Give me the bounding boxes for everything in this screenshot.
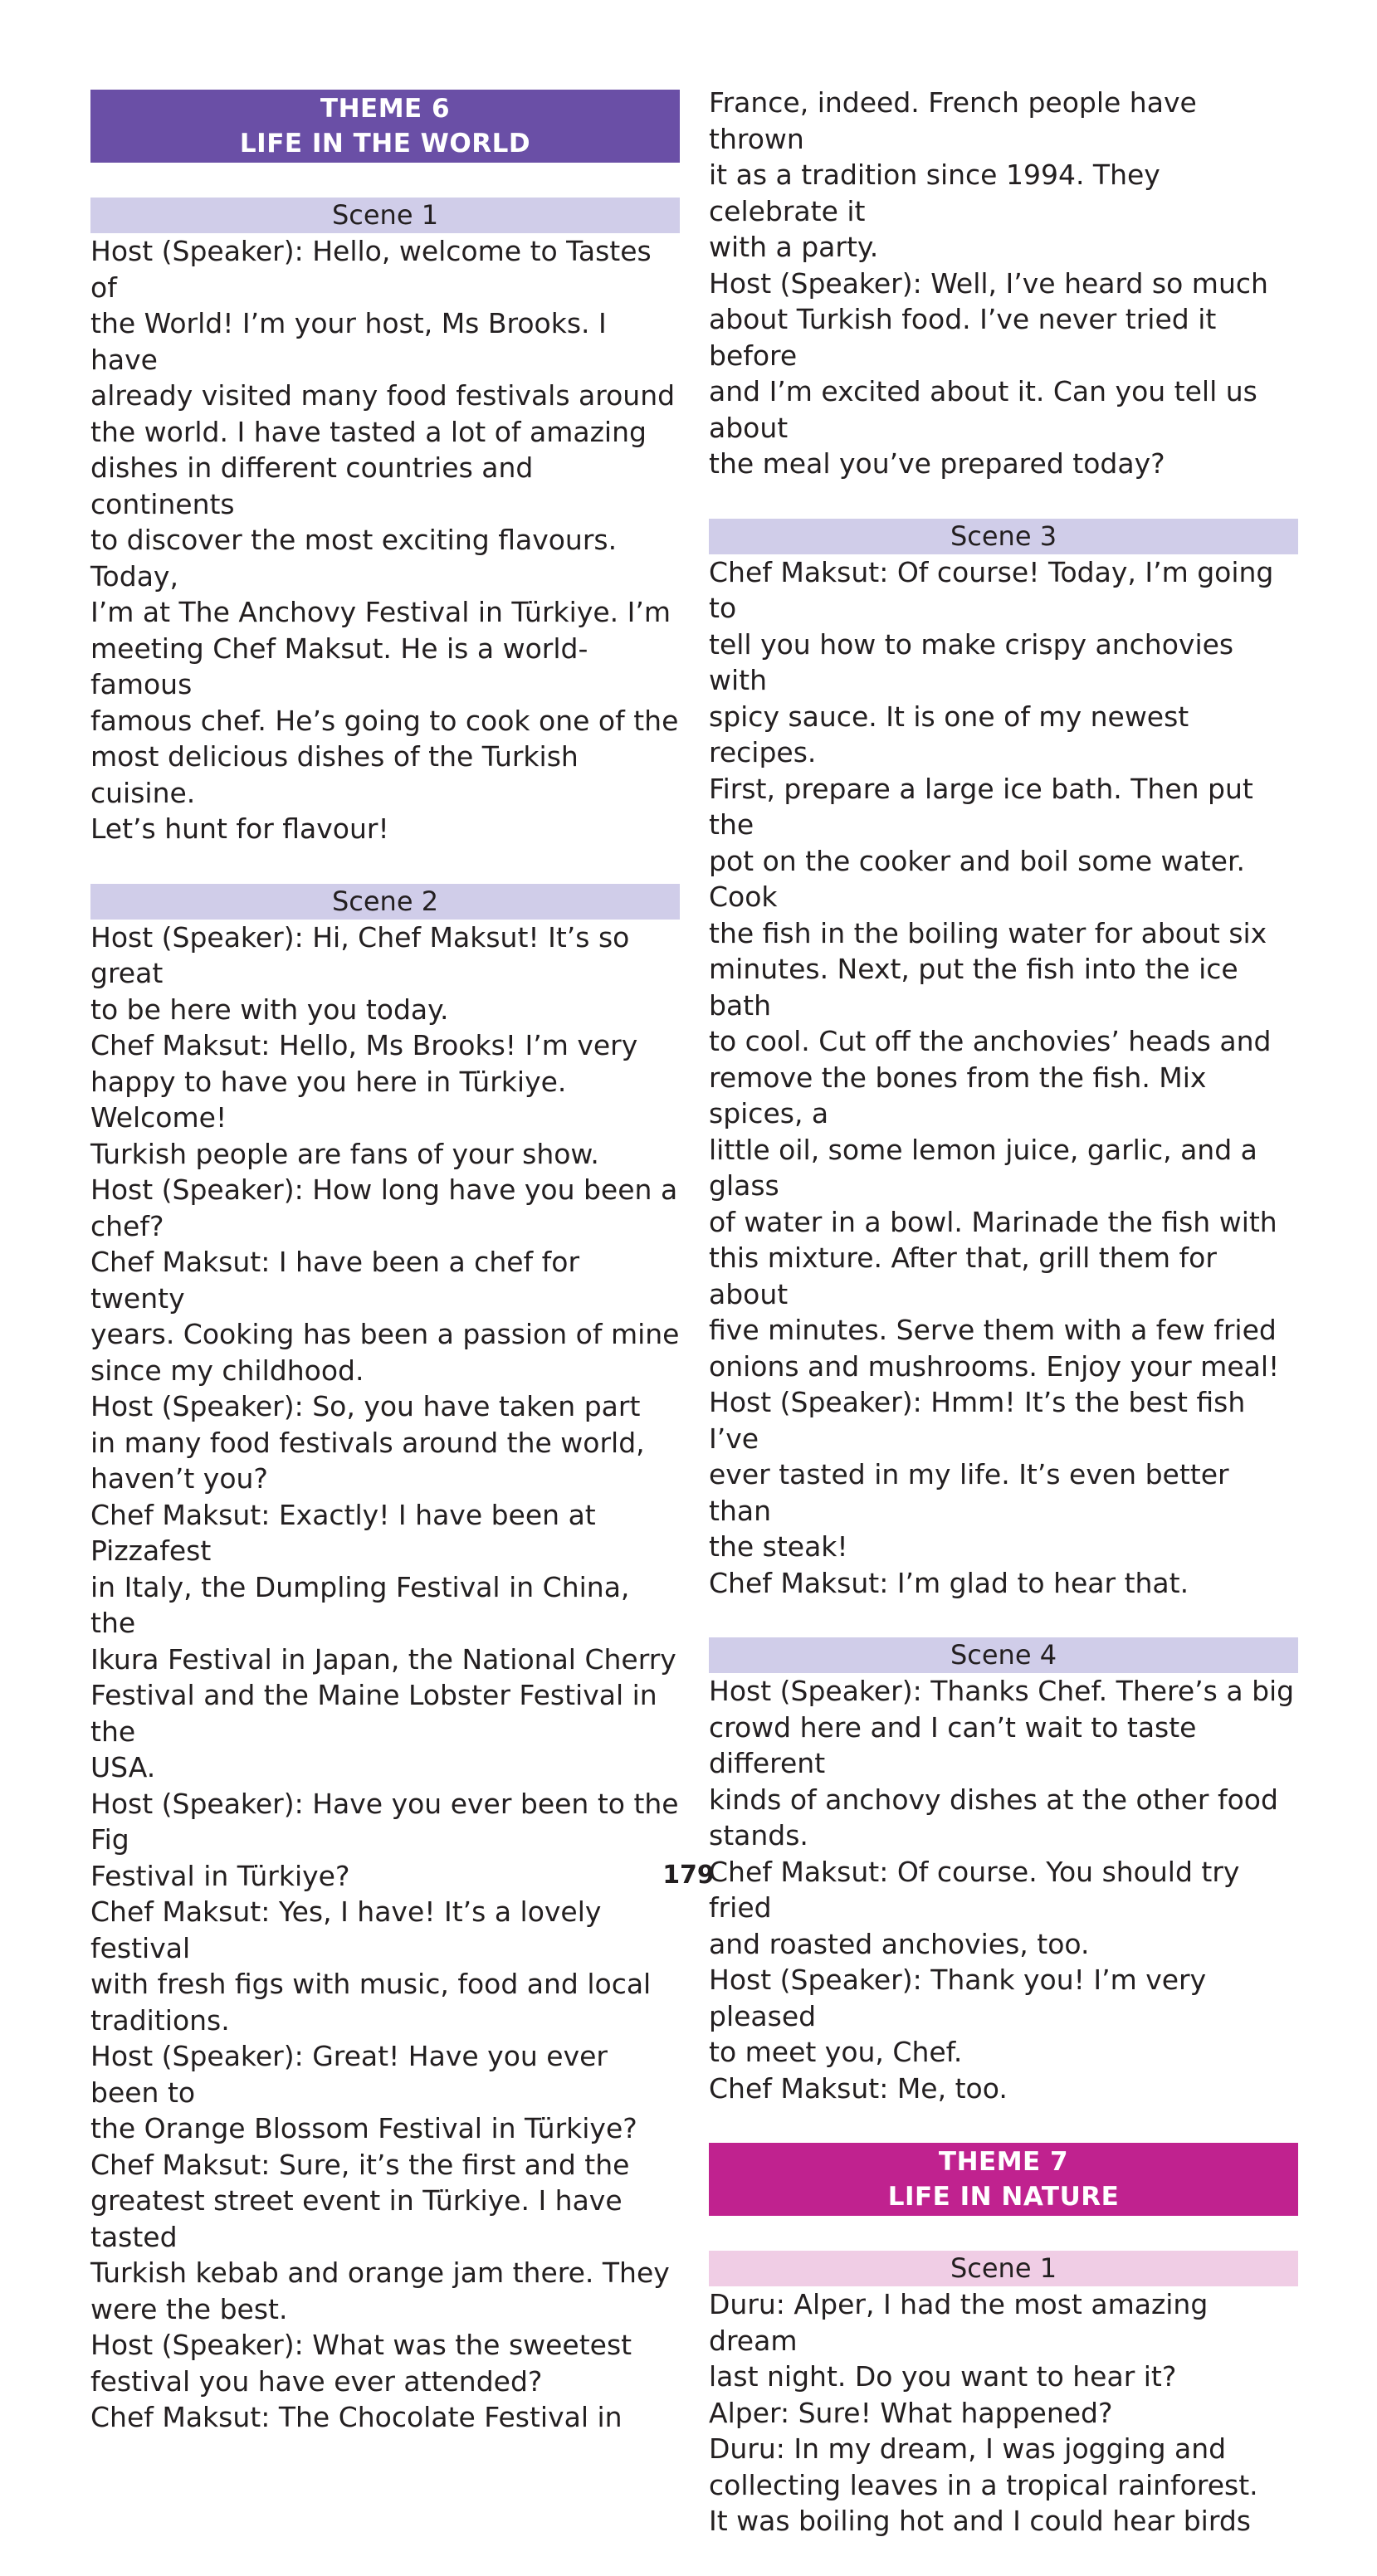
text-line: happy to have you here in Türkiye. Welcome! <box>90 1065 567 1134</box>
text-line: Host (Speaker): Great! Have you ever been to <box>90 2040 608 2109</box>
text-line: Chef Maksut: Exactly! I have been at Pizzafest <box>90 1498 596 1567</box>
text-line: to discover the most exciting flavours. Today, <box>90 524 618 593</box>
theme-6-title: LIFE IN THE WORLD <box>239 129 531 159</box>
text-line: years. Cooking has been a passion of mine <box>90 1318 680 1350</box>
text-line: Host (Speaker): Hmm! It’s the best fish I’ve <box>709 1386 1246 1455</box>
theme-7-number: THEME 7 <box>938 2147 1069 2177</box>
text-line: Host (Speaker): Have you ever been to the Fig <box>90 1787 679 1856</box>
text-line: five minutes. Serve them with a few fried <box>709 1314 1277 1346</box>
text-line: tell you how to make crispy anchovies with <box>709 627 1234 696</box>
text-line: kinds of anchovy dishes at the other food <box>709 1783 1278 1816</box>
text-line: Turkish people are fans of your show. <box>90 1137 599 1170</box>
text-line: Chef Maksut: Me, too. <box>709 2071 1008 2105</box>
text-line: to meet you, Chef. <box>709 2036 963 2068</box>
text-line: to cool. Cut off the anchovies’ heads and <box>709 1025 1272 1057</box>
page-number: 179 <box>662 1861 715 1890</box>
text-line: First, prepare a large ice bath. Then put the <box>709 772 1253 841</box>
text-line: meeting Chef Maksut. He is a world-famous <box>90 632 588 700</box>
text-line: Chef Maksut: Of course! Today, I’m going to <box>709 555 1274 624</box>
scene-2-text <box>90 920 680 2436</box>
text-line: were the best. <box>90 2292 288 2325</box>
scene-2-heading: Scene 2 <box>90 884 680 920</box>
text-line: Chef Maksut: I have been a chef for twenty <box>90 1246 580 1315</box>
scene-4-text <box>709 1673 1298 2106</box>
scene-3-heading: Scene 3 <box>709 519 1298 554</box>
text-line: this mixture. After that, grill them for about <box>709 1242 1217 1310</box>
text-line: Ikura Festival in Japan, the National Cherry <box>90 1642 676 1676</box>
text-line: France, indeed. French people have thrown <box>709 86 1197 155</box>
right-column <box>709 86 1298 2576</box>
text-line: greatest street event in Türkiye. I have tasted <box>90 2184 623 2253</box>
text-line: Turkish kebab and orange jam there. They <box>90 2256 670 2289</box>
text-line: about Turkish food. I’ve never tried it before <box>709 303 1217 372</box>
text-line: Alper: Sure! What happened? <box>709 2396 1113 2429</box>
text-line: dishes in different countries and continents <box>90 451 534 520</box>
text-line: Host (Speaker): Thanks Chef. There’s a big <box>709 1675 1295 1707</box>
text-line: Chef Maksut: Sure, it’s the first and the <box>90 2148 630 2181</box>
text-line: Host (Speaker): So, you have taken part <box>90 1390 641 1422</box>
scene-2-text-continued <box>709 85 1298 482</box>
text-line: It was boiling hot and I could hear birds <box>709 2505 1251 2537</box>
text-line: Duru: Alper, I had the most amazing dream <box>709 2288 1209 2357</box>
text-line: since my childhood. <box>90 1354 364 1387</box>
text-line: Host (Speaker): Thank you! I’m very pleased <box>709 1964 1207 2032</box>
text-line: remove the bones from the fish. Mix spices, a <box>709 1061 1207 1129</box>
text-line: festival you have ever attended? <box>90 2364 543 2398</box>
scene-4-heading: Scene 4 <box>709 1637 1298 1673</box>
scene-1-text <box>90 233 680 847</box>
text-line: in many food festivals around the world, <box>90 1426 645 1459</box>
text-line: collecting leaves in a tropical rainforest. <box>709 2468 1258 2501</box>
text-line: chef? <box>90 1209 164 1242</box>
text-line: traditions. <box>90 2003 230 2037</box>
text-line: Chef Maksut: Hello, Ms Brooks! I’m very <box>90 1029 638 1061</box>
text-line: pot on the cooker and boil some water. Cook <box>709 844 1245 913</box>
text-line: Chef Maksut: The Chocolate Festival in <box>90 2401 623 2433</box>
text-line: the Orange Blossom Festival in Türkiye? <box>90 2112 637 2144</box>
scene-3-text <box>709 554 1298 1602</box>
text-line: Host (Speaker): How long have you been a <box>90 1173 678 1206</box>
text-line: most delicious dishes of the Turkish cuisine. <box>90 740 579 809</box>
text-line: famous chef. He’s going to cook one of the <box>90 704 679 737</box>
text-line: of water in a bowl. Marinade the fish with <box>709 1205 1277 1238</box>
text-line: ever tasted in my life. It’s even better than <box>709 1458 1229 1527</box>
text-line: with fresh figs with music, food and local <box>90 1968 652 2000</box>
text-line: Festival in Türkiye? <box>90 1859 350 1892</box>
theme-7-title: LIFE IN NATURE <box>887 2182 1120 2212</box>
text-line: to be here with you today. <box>90 993 449 1026</box>
text-line: Festival and the Maine Lobster Festival in the <box>90 1679 657 1748</box>
text-line: crowd here and I can’t wait to taste different <box>709 1710 1197 1779</box>
theme-6-number: THEME 6 <box>320 94 451 124</box>
text-line: haven’t you? <box>90 1462 268 1495</box>
left-column <box>90 90 680 2472</box>
text-line: and roasted anchovies, too. <box>709 1927 1090 1960</box>
text-line: onions and mushrooms. Enjoy your meal! <box>709 1349 1280 1383</box>
text-line: the meal you’ve prepared today? <box>709 447 1165 480</box>
text-line: Chef Maksut: I’m glad to hear that. <box>709 1566 1189 1599</box>
text-line: Let’s hunt for flavour! <box>90 812 389 845</box>
text-line: spicy sauce. It is one of my newest recipes. <box>709 700 1189 768</box>
theme-6-header <box>90 90 680 163</box>
text-line: already visited many food festivals around <box>90 379 676 412</box>
theme-7-header <box>709 2143 1298 2216</box>
text-line: the World! I’m your host, Ms Brooks. I have <box>90 307 607 376</box>
text-line: and I’m excited about it. Can you tell us about <box>709 375 1257 444</box>
scene-1-heading: Scene 1 <box>90 198 680 233</box>
text-line: I’m at The Anchovy Festival in Türkiye. I’m <box>90 596 671 628</box>
text-line: the world. I have tasted a lot of amazing <box>90 415 647 448</box>
text-line: with a party. <box>709 231 879 263</box>
text-line: Host (Speaker): Well, I’ve heard so much <box>709 266 1268 300</box>
text-line: minutes. Next, put the fish into the ice bath <box>709 953 1238 1022</box>
text-line: Host (Speaker): Hello, welcome to Tastes of <box>90 235 652 304</box>
text-line: last night. Do you want to hear it? <box>709 2360 1177 2393</box>
text-line: the steak! <box>709 1530 848 1563</box>
text-line: USA. <box>90 1751 156 1783</box>
theme-7-scene-1-text <box>709 2286 1298 2539</box>
text-line: the fish in the boiling water for about six <box>709 916 1267 949</box>
text-line: little oil, some lemon juice, garlic, and a glass <box>709 1133 1257 1202</box>
theme-7-scene-1-heading: Scene 1 <box>709 2251 1298 2286</box>
text-line: stands. <box>709 1819 808 1852</box>
text-line: it as a tradition since 1994. They celebrate it <box>709 159 1160 227</box>
text-line: Host (Speaker): Hi, Chef Maksut! It’s so great <box>90 920 630 989</box>
text-line: Chef Maksut: Of course. You should try fried <box>709 1855 1240 1924</box>
text-line: Chef Maksut: Yes, I have! It’s a lovely festival <box>90 1895 602 1964</box>
text-line: in Italy, the Dumpling Festival in China, the <box>90 1570 630 1639</box>
text-line: Host (Speaker): What was the sweetest <box>90 2329 632 2361</box>
text-line: Duru: In my dream, I was jogging and <box>709 2432 1227 2465</box>
